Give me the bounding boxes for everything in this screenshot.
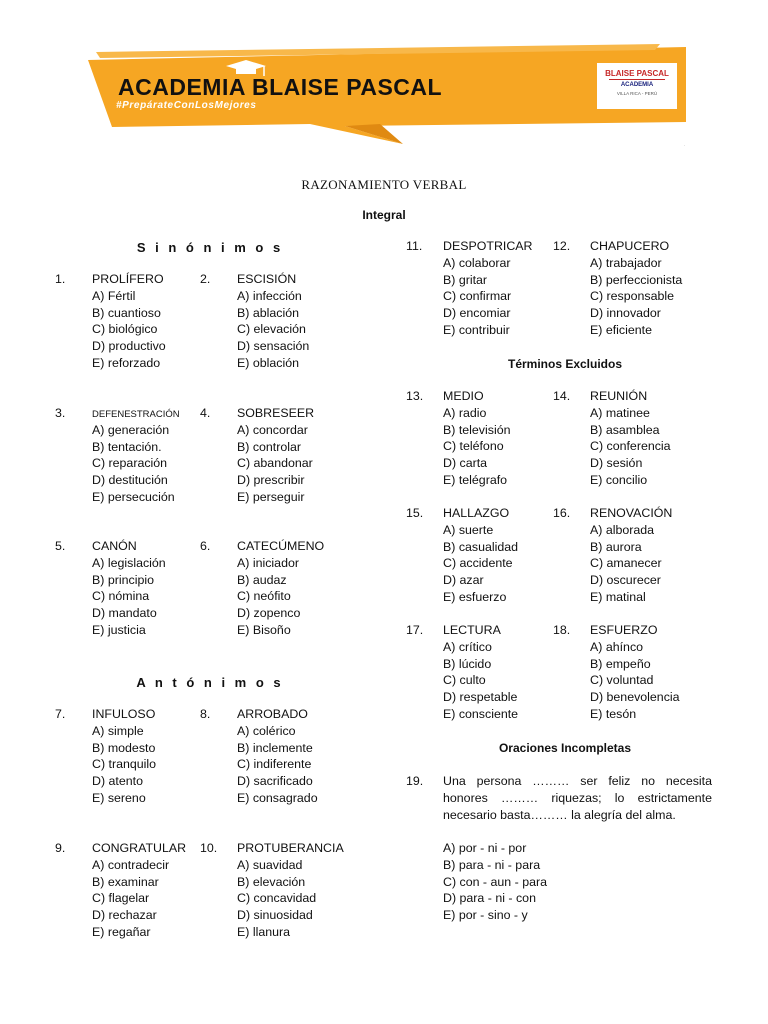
question-number: 15. — [406, 506, 424, 520]
option: B) tentación. — [92, 439, 162, 454]
option: E) regañar — [92, 924, 151, 939]
logo-divider — [609, 79, 665, 80]
option: A) simple — [92, 723, 144, 738]
question-number: 6. — [200, 539, 211, 553]
option: D) encomiar — [443, 306, 511, 321]
section-sinonimos: S i n ó n i m o s — [136, 240, 284, 255]
section-terminos-excluidos: Términos Excluidos — [507, 357, 623, 371]
hashtag: #PrepárateConLosMejores — [116, 100, 257, 111]
option: E) sereno — [92, 790, 146, 805]
option: C) flagelar — [92, 891, 150, 906]
question-number: 18. — [553, 623, 571, 637]
option: A) iniciador — [237, 555, 299, 570]
option: C) teléfono — [443, 439, 504, 454]
question-number: 4. — [200, 406, 211, 420]
option: B) elevación — [237, 874, 306, 889]
option: A) generación — [92, 422, 170, 437]
option: C) confirmar — [443, 289, 512, 304]
option: C) nómina — [92, 589, 150, 604]
question-word: RENOVACIÓN — [590, 506, 673, 520]
option: B) modesto — [92, 740, 156, 755]
academy-logo — [597, 63, 677, 109]
option: E) consagrado — [237, 790, 318, 805]
option: E) justicia — [92, 622, 146, 637]
option: C) biológico — [92, 322, 158, 337]
option: D) zopenco — [237, 606, 301, 621]
option: A) Fértil — [92, 288, 136, 303]
question-word: MEDIO — [443, 389, 484, 403]
option: B) cuantioso — [92, 305, 161, 320]
option: E) llanura — [237, 924, 291, 939]
question-word: HALLAZGO — [443, 506, 510, 520]
option: A) ahínco — [590, 639, 644, 654]
option: D) sacrificado — [237, 774, 313, 789]
logo-text-main: BLAISE PASCAL — [605, 69, 669, 78]
section-oraciones-incompletas: Oraciones Incompletas — [498, 741, 632, 755]
option: C) voluntad — [590, 673, 654, 688]
svg-text:.: . — [684, 142, 686, 147]
option: D) innovador — [590, 306, 661, 321]
question-word: CATECÚMENO — [237, 539, 325, 553]
option: E) eficiente — [590, 322, 652, 337]
option: A) concordar — [237, 422, 308, 437]
logo-text-sub: ACADEMIA — [620, 82, 654, 88]
option: E) Bisoño — [237, 622, 291, 637]
question-number: 10. — [200, 841, 218, 855]
question-number: 9. — [55, 841, 66, 855]
question-word: PROTUBERANCIA — [237, 841, 344, 855]
option: E) matinal — [590, 589, 646, 604]
question-number: 14. — [553, 389, 571, 403]
question-number: 17. — [406, 623, 424, 637]
option: E) por - sino - y — [443, 908, 528, 923]
option: E) concilio — [590, 472, 648, 487]
option: C) responsable — [590, 289, 675, 304]
option: B) controlar — [237, 439, 302, 454]
option: E) esfuerzo — [443, 589, 507, 604]
option: B) principio — [92, 572, 154, 587]
option: B) gritar — [443, 272, 488, 287]
option: A) radio — [443, 405, 487, 420]
option: A) legislación — [92, 555, 166, 570]
option: B) televisión — [443, 422, 511, 437]
option: D) mandato — [92, 606, 157, 621]
option: C) reparación — [92, 456, 168, 471]
question-word: ARROBADO — [237, 707, 308, 721]
option: D) destitución — [92, 473, 168, 488]
option: E) telégrafo — [443, 472, 508, 487]
option: A) contradecir — [92, 857, 170, 872]
option: A) alborada — [590, 522, 655, 537]
option: B) casualidad — [443, 539, 519, 554]
question-number: 7. — [55, 707, 66, 721]
option: A) infección — [237, 288, 302, 303]
option: A) por - ni - por — [443, 841, 527, 855]
option: A) suavidad — [237, 857, 303, 872]
option: D) carta — [443, 456, 488, 471]
question-word: CONGRATULAR — [92, 841, 187, 855]
question-word: REUNIÓN — [590, 389, 648, 403]
option: D) productivo — [92, 339, 166, 354]
question-number: 11. — [406, 239, 423, 253]
option: A) suerte — [443, 522, 494, 537]
option: B) para - ni - para — [443, 857, 541, 872]
question-number: 8. — [200, 707, 211, 721]
option: D) benevolencia — [590, 690, 680, 705]
question-word: ESCISIÓN — [237, 272, 297, 286]
question-number: 19. — [406, 774, 424, 788]
question-word: CHAPUCERO — [590, 239, 670, 253]
document-subtitle: Integral — [362, 208, 406, 222]
section-antonimos: A n t ó n i m o s — [136, 675, 284, 690]
question-number: 12. — [553, 239, 571, 253]
option: C) amanecer — [590, 556, 662, 571]
question-19-text: Una persona ……… ser feliz no necesita honores ……… riquezas; lo estrictamente necesario basta……… la alegría del alma. — [443, 774, 712, 822]
option: B) lúcido — [443, 656, 492, 671]
option: D) sensación — [237, 339, 310, 354]
question-number: 5. — [55, 539, 66, 553]
option: C) tranquilo — [92, 757, 157, 772]
option: C) indiferente — [237, 757, 312, 772]
question-word: CANÓN — [92, 539, 137, 553]
option: B) examinar — [92, 874, 159, 889]
academy-name: ACADEMIA BLAISE PASCAL — [118, 74, 443, 100]
option: D) azar — [443, 573, 484, 588]
question-word: LECTURA — [443, 623, 501, 637]
question-number: 2. — [200, 272, 211, 286]
option: C) elevación — [237, 322, 306, 337]
option: C) concavidad — [237, 891, 317, 906]
question-number: 3. — [55, 406, 66, 420]
option: C) accidente — [443, 556, 513, 571]
question-word: INFULOSO — [92, 707, 156, 721]
question-number: 13. — [406, 389, 424, 403]
option: C) conferencia — [590, 439, 671, 454]
option: C) abandonar — [237, 456, 313, 471]
option: B) asamblea — [590, 422, 660, 437]
option: B) inclemente — [237, 740, 313, 755]
document-title: RAZONAMIENTO VERBAL — [301, 177, 467, 192]
logo-text-place: VILLA RICA - PERÚ — [616, 91, 658, 96]
question-word: DEFENESTRACIÓN — [92, 409, 180, 420]
option: E) persecución — [92, 489, 175, 504]
option: D) prescribir — [237, 473, 305, 488]
question-word: ESFUERZO — [590, 623, 658, 637]
option: E) perseguir — [237, 489, 305, 504]
option: A) colérico — [237, 723, 296, 738]
option: E) consciente — [443, 706, 519, 721]
question-word: PROLÍFERO — [92, 272, 164, 286]
option: A) colaborar — [443, 255, 511, 270]
question-number: 1. — [55, 272, 66, 286]
option: D) rechazar — [92, 908, 157, 923]
option: A) crítico — [443, 639, 492, 654]
question-word: DESPOTRICAR — [443, 239, 533, 253]
option: C) neófito — [237, 589, 291, 604]
option: B) aurora — [590, 539, 642, 554]
option: E) reforzado — [92, 355, 161, 370]
option: E) contribuir — [443, 322, 510, 337]
option: E) oblación — [237, 355, 299, 370]
option: A) matinee — [590, 405, 650, 420]
option: D) para - ni - con — [443, 891, 536, 906]
option: D) atento — [92, 774, 143, 789]
question-word: SOBRESEER — [237, 406, 315, 420]
option: B) ablación — [237, 305, 299, 320]
option: C) con - aun - para — [443, 874, 547, 889]
option: D) sesión — [590, 456, 643, 471]
option: D) oscurecer — [590, 573, 661, 588]
option: E) tesón — [590, 706, 637, 721]
option: D) respetable — [443, 690, 518, 705]
option: A) trabajador — [590, 255, 662, 270]
option: D) sinuosidad — [237, 908, 313, 923]
question-number: 16. — [553, 506, 571, 520]
option: B) audaz — [237, 572, 287, 587]
option: B) empeño — [590, 656, 651, 671]
option: C) culto — [443, 673, 486, 688]
option: B) perfeccionista — [590, 272, 683, 287]
